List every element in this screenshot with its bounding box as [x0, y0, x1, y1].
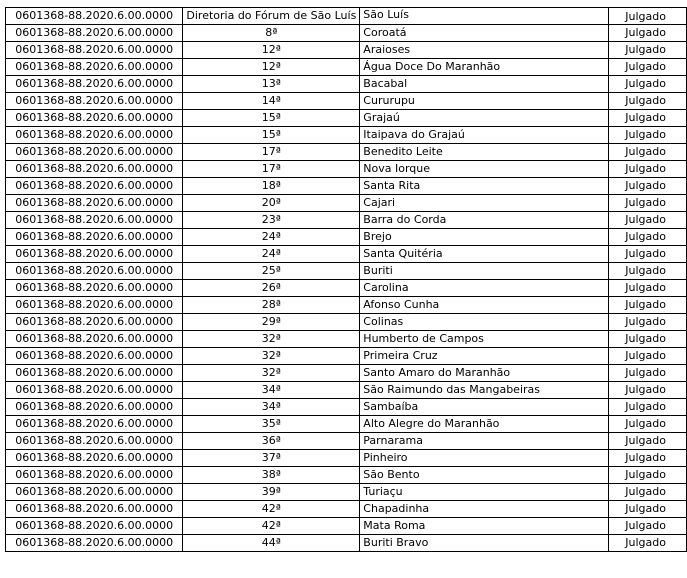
situacao-cell: Julgado: [608, 229, 686, 246]
vara-cell: 15ª: [183, 110, 360, 127]
vara-cell: 18ª: [183, 178, 360, 195]
processo-cell: 0601368-88.2020.6.00.0000: [6, 263, 183, 280]
comarca-cell: Cajari: [360, 195, 608, 212]
vara-cell: 23ª: [183, 212, 360, 229]
comarca-cell: Alto Alegre do Maranhão: [360, 416, 608, 433]
comarca-cell: Primeira Cruz: [360, 348, 608, 365]
table-row: [6, 127, 687, 144]
processo-cell: 0601368-88.2020.6.00.0000: [6, 399, 183, 416]
table-row: [6, 348, 687, 365]
comarca-cell: Sambaíba: [360, 399, 608, 416]
table-row: [6, 331, 687, 348]
table-row: [6, 501, 687, 518]
comarca-cell: Coroatá: [360, 25, 608, 42]
situacao-cell: Julgado: [608, 467, 686, 484]
comarca-cell: Mata Roma: [360, 518, 608, 535]
table-row: [6, 229, 687, 246]
processo-cell: 0601368-88.2020.6.00.0000: [6, 144, 183, 161]
process-table: [5, 7, 687, 552]
vara-cell: 37ª: [183, 450, 360, 467]
table-row: [6, 144, 687, 161]
vara-cell: 42ª: [183, 501, 360, 518]
situacao-cell: Julgado: [608, 382, 686, 399]
comarca-cell: Carolina: [360, 280, 608, 297]
situacao-cell: Julgado: [608, 535, 686, 552]
table-row: [6, 93, 687, 110]
table-row: [6, 42, 687, 59]
table-row: [6, 399, 687, 416]
processo-cell: 0601368-88.2020.6.00.0000: [6, 433, 183, 450]
comarca-cell: Buriti: [360, 263, 608, 280]
comarca-cell: Araioses: [360, 42, 608, 59]
vara-cell: 15ª: [183, 127, 360, 144]
vara-cell: 38ª: [183, 467, 360, 484]
table-row: [6, 246, 687, 263]
processo-cell: 0601368-88.2020.6.00.0000: [6, 450, 183, 467]
situacao-cell: Julgado: [608, 314, 686, 331]
vara-cell: 36ª: [183, 433, 360, 450]
table-row: [6, 416, 687, 433]
situacao-cell: Julgado: [608, 144, 686, 161]
comarca-cell: Santo Amaro do Maranhão: [360, 365, 608, 382]
processo-cell: 0601368-88.2020.6.00.0000: [6, 127, 183, 144]
processo-cell: 0601368-88.2020.6.00.0000: [6, 161, 183, 178]
processo-cell: 0601368-88.2020.6.00.0000: [6, 178, 183, 195]
processo-cell: 0601368-88.2020.6.00.0000: [6, 518, 183, 535]
vara-cell: 32ª: [183, 331, 360, 348]
situacao-cell: Julgado: [608, 59, 686, 76]
table-row: [6, 450, 687, 467]
vara-cell: 32ª: [183, 348, 360, 365]
comarca-cell: Colinas: [360, 314, 608, 331]
vara-cell: 34ª: [183, 382, 360, 399]
vara-cell: 35ª: [183, 416, 360, 433]
situacao-cell: Julgado: [608, 178, 686, 195]
vara-cell: 8ª: [183, 25, 360, 42]
vara-cell: 14ª: [183, 93, 360, 110]
vara-cell: Diretoria do Fórum de São Luís: [183, 8, 360, 25]
processo-cell: 0601368-88.2020.6.00.0000: [6, 212, 183, 229]
table-row: [6, 518, 687, 535]
situacao-cell: Julgado: [608, 280, 686, 297]
vara-cell: 39ª: [183, 484, 360, 501]
situacao-cell: Julgado: [608, 518, 686, 535]
table-row: [6, 484, 687, 501]
vara-cell: 20ª: [183, 195, 360, 212]
situacao-cell: Julgado: [608, 8, 686, 25]
table-row: [6, 280, 687, 297]
table-row: [6, 382, 687, 399]
situacao-cell: Julgado: [608, 501, 686, 518]
processo-cell: 0601368-88.2020.6.00.0000: [6, 297, 183, 314]
vara-cell: 34ª: [183, 399, 360, 416]
table-row: [6, 433, 687, 450]
situacao-cell: Julgado: [608, 263, 686, 280]
comarca-cell: Parnarama: [360, 433, 608, 450]
vara-cell: 25ª: [183, 263, 360, 280]
comarca-cell: Cururupu: [360, 93, 608, 110]
comarca-cell: Brejo: [360, 229, 608, 246]
comarca-cell: Nova Iorque: [360, 161, 608, 178]
table-row: [6, 25, 687, 42]
processo-cell: 0601368-88.2020.6.00.0000: [6, 501, 183, 518]
comarca-cell: Água Doce Do Maranhão: [360, 59, 608, 76]
table-row: [6, 178, 687, 195]
table-row: [6, 314, 687, 331]
comarca-cell: Santa Quitéria: [360, 246, 608, 263]
comarca-cell: São Bento: [360, 467, 608, 484]
situacao-cell: Julgado: [608, 331, 686, 348]
comarca-cell: Buriti Bravo: [360, 535, 608, 552]
processo-cell: 0601368-88.2020.6.00.0000: [6, 348, 183, 365]
processo-cell: 0601368-88.2020.6.00.0000: [6, 314, 183, 331]
comarca-cell: São Raimundo das Mangabeiras: [360, 382, 608, 399]
processo-cell: 0601368-88.2020.6.00.0000: [6, 484, 183, 501]
comarca-cell: Santa Rita: [360, 178, 608, 195]
processo-cell: 0601368-88.2020.6.00.0000: [6, 229, 183, 246]
comarca-cell: Bacabal: [360, 76, 608, 93]
comarca-cell: São Luís: [360, 8, 608, 25]
table-row: [6, 59, 687, 76]
table-row: [6, 297, 687, 314]
processo-cell: 0601368-88.2020.6.00.0000: [6, 110, 183, 127]
situacao-cell: Julgado: [608, 399, 686, 416]
comarca-cell: Grajaú: [360, 110, 608, 127]
comarca-cell: Chapadinha: [360, 501, 608, 518]
processo-cell: 0601368-88.2020.6.00.0000: [6, 382, 183, 399]
vara-cell: 13ª: [183, 76, 360, 93]
table-row: [6, 8, 687, 25]
vara-cell: 26ª: [183, 280, 360, 297]
situacao-cell: Julgado: [608, 195, 686, 212]
comarca-cell: Pinheiro: [360, 450, 608, 467]
vara-cell: 44ª: [183, 535, 360, 552]
table-row: [6, 110, 687, 127]
vara-cell: 17ª: [183, 161, 360, 178]
processo-cell: 0601368-88.2020.6.00.0000: [6, 8, 183, 25]
vara-cell: 17ª: [183, 144, 360, 161]
situacao-cell: Julgado: [608, 484, 686, 501]
situacao-cell: Julgado: [608, 297, 686, 314]
vara-cell: 24ª: [183, 229, 360, 246]
situacao-cell: Julgado: [608, 110, 686, 127]
comarca-cell: Barra do Corda: [360, 212, 608, 229]
processo-cell: 0601368-88.2020.6.00.0000: [6, 365, 183, 382]
table-row: [6, 212, 687, 229]
vara-cell: 12ª: [183, 59, 360, 76]
situacao-cell: Julgado: [608, 450, 686, 467]
processo-cell: 0601368-88.2020.6.00.0000: [6, 467, 183, 484]
comarca-cell: Afonso Cunha: [360, 297, 608, 314]
situacao-cell: Julgado: [608, 365, 686, 382]
table-row: [6, 365, 687, 382]
processo-cell: 0601368-88.2020.6.00.0000: [6, 42, 183, 59]
vara-cell: 32ª: [183, 365, 360, 382]
processo-cell: 0601368-88.2020.6.00.0000: [6, 93, 183, 110]
table-row: [6, 161, 687, 178]
situacao-cell: Julgado: [608, 161, 686, 178]
comarca-cell: Turiaçu: [360, 484, 608, 501]
processo-cell: 0601368-88.2020.6.00.0000: [6, 25, 183, 42]
table-row: [6, 535, 687, 552]
vara-cell: 28ª: [183, 297, 360, 314]
table-row: [6, 76, 687, 93]
processo-cell: 0601368-88.2020.6.00.0000: [6, 59, 183, 76]
table-row: [6, 195, 687, 212]
situacao-cell: Julgado: [608, 433, 686, 450]
processo-cell: 0601368-88.2020.6.00.0000: [6, 246, 183, 263]
situacao-cell: Julgado: [608, 93, 686, 110]
table-row: [6, 467, 687, 484]
processo-cell: 0601368-88.2020.6.00.0000: [6, 331, 183, 348]
vara-cell: 24ª: [183, 246, 360, 263]
comarca-cell: Benedito Leite: [360, 144, 608, 161]
table-row: [6, 263, 687, 280]
situacao-cell: Julgado: [608, 416, 686, 433]
processo-cell: 0601368-88.2020.6.00.0000: [6, 76, 183, 93]
processo-cell: 0601368-88.2020.6.00.0000: [6, 535, 183, 552]
situacao-cell: Julgado: [608, 246, 686, 263]
situacao-cell: Julgado: [608, 76, 686, 93]
processo-cell: 0601368-88.2020.6.00.0000: [6, 195, 183, 212]
situacao-cell: Julgado: [608, 25, 686, 42]
situacao-cell: Julgado: [608, 42, 686, 59]
situacao-cell: Julgado: [608, 127, 686, 144]
vara-cell: 12ª: [183, 42, 360, 59]
vara-cell: 29ª: [183, 314, 360, 331]
situacao-cell: Julgado: [608, 212, 686, 229]
situacao-cell: Julgado: [608, 348, 686, 365]
comarca-cell: Humberto de Campos: [360, 331, 608, 348]
vara-cell: 42ª: [183, 518, 360, 535]
processo-cell: 0601368-88.2020.6.00.0000: [6, 280, 183, 297]
comarca-cell: Itaipava do Grajaú: [360, 127, 608, 144]
processo-cell: 0601368-88.2020.6.00.0000: [6, 416, 183, 433]
